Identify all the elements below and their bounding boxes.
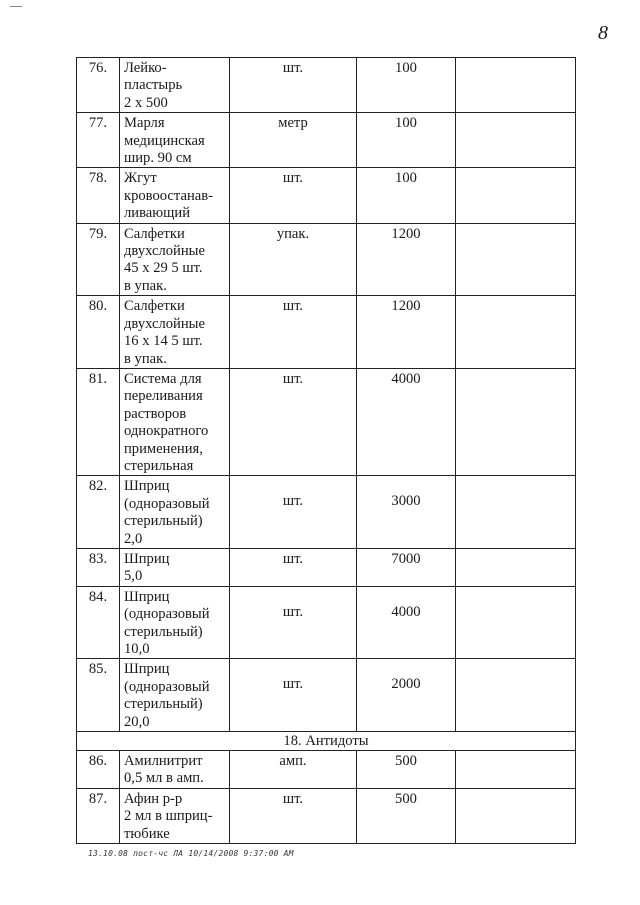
table-body-a xyxy=(77,58,576,732)
item-name: Шприц (одноразовый стерильный) 20,0 xyxy=(120,659,230,732)
table-row xyxy=(77,548,576,586)
unit-cell: шт. xyxy=(230,476,357,549)
notes-cell xyxy=(456,58,576,113)
quantity-cell: 100 xyxy=(357,113,456,168)
page-number: 8 xyxy=(598,22,608,44)
notes-cell xyxy=(456,476,576,549)
section-row xyxy=(77,732,576,751)
notes-cell xyxy=(456,168,576,223)
quantity-cell: 2000 xyxy=(357,659,456,732)
notes-cell xyxy=(456,113,576,168)
unit-cell: шт. xyxy=(230,58,357,113)
notes-cell xyxy=(456,548,576,586)
quantity-cell: 100 xyxy=(357,168,456,223)
table-row xyxy=(77,296,576,369)
row-number: 84. xyxy=(77,586,120,659)
quantity-cell: 4000 xyxy=(357,586,456,659)
quantity-cell: 7000 xyxy=(357,548,456,586)
unit-cell: шт. xyxy=(230,659,357,732)
item-name: Жгут кровоостанав- ливающий xyxy=(120,168,230,223)
item-name: Шприц (одноразовый стерильный) 2,0 xyxy=(120,476,230,549)
section-body xyxy=(77,732,576,751)
quantity-cell: 100 xyxy=(357,58,456,113)
footer-stamp: 13.10.08 пост-чс ЛА 10/14/2008 9:37:00 AM xyxy=(88,849,294,858)
table-body-b xyxy=(77,751,576,844)
item-name: Шприц 5,0 xyxy=(120,548,230,586)
unit-cell: шт. xyxy=(230,586,357,659)
item-name: Лейко- пластырь 2 х 500 xyxy=(120,58,230,113)
row-number: 79. xyxy=(77,223,120,296)
table-row xyxy=(77,751,576,789)
section-title: 18. Антидоты xyxy=(77,732,576,751)
table-row xyxy=(77,659,576,732)
item-name: Шприц (одноразовый стерильный) 10,0 xyxy=(120,586,230,659)
item-name: Амилнитрит 0,5 мл в амп. xyxy=(120,751,230,789)
quantity-cell: 4000 xyxy=(357,368,456,475)
row-number: 76. xyxy=(77,58,120,113)
scan-speck xyxy=(10,6,22,7)
table-row xyxy=(77,58,576,113)
item-name: Салфетки двухслойные 45 х 29 5 шт. в упак. xyxy=(120,223,230,296)
quantity-cell: 500 xyxy=(357,751,456,789)
item-name: Салфетки двухслойные 16 х 14 5 шт. в упак. xyxy=(120,296,230,369)
notes-cell xyxy=(456,788,576,843)
unit-cell: шт. xyxy=(230,548,357,586)
row-number: 86. xyxy=(77,751,120,789)
unit-cell: шт. xyxy=(230,368,357,475)
notes-cell xyxy=(456,296,576,369)
notes-cell xyxy=(456,586,576,659)
quantity-cell: 1200 xyxy=(357,296,456,369)
table-row xyxy=(77,223,576,296)
item-name: Марля медицинская шир. 90 см xyxy=(120,113,230,168)
row-number: 80. xyxy=(77,296,120,369)
notes-cell xyxy=(456,751,576,789)
unit-cell: шт. xyxy=(230,168,357,223)
table-row xyxy=(77,586,576,659)
quantity-cell: 3000 xyxy=(357,476,456,549)
notes-cell xyxy=(456,223,576,296)
table-row xyxy=(77,113,576,168)
unit-cell: метр xyxy=(230,113,357,168)
item-name: Афин р-р 2 мл в шприц- тюбике xyxy=(120,788,230,843)
unit-cell: шт. xyxy=(230,788,357,843)
notes-cell xyxy=(456,368,576,475)
row-number: 83. xyxy=(77,548,120,586)
row-number: 81. xyxy=(77,368,120,475)
quantity-cell: 500 xyxy=(357,788,456,843)
unit-cell: упак. xyxy=(230,223,357,296)
unit-cell: шт. xyxy=(230,296,357,369)
unit-cell: амп. xyxy=(230,751,357,789)
row-number: 85. xyxy=(77,659,120,732)
row-number: 82. xyxy=(77,476,120,549)
table-row xyxy=(77,368,576,475)
row-number: 78. xyxy=(77,168,120,223)
supplies-table xyxy=(76,57,576,844)
row-number: 77. xyxy=(77,113,120,168)
table-row xyxy=(77,476,576,549)
quantity-cell: 1200 xyxy=(357,223,456,296)
row-number: 87. xyxy=(77,788,120,843)
table-row xyxy=(77,168,576,223)
item-name: Система для переливания растворов однократного применения, стерильная xyxy=(120,368,230,475)
notes-cell xyxy=(456,659,576,732)
table-row xyxy=(77,788,576,843)
